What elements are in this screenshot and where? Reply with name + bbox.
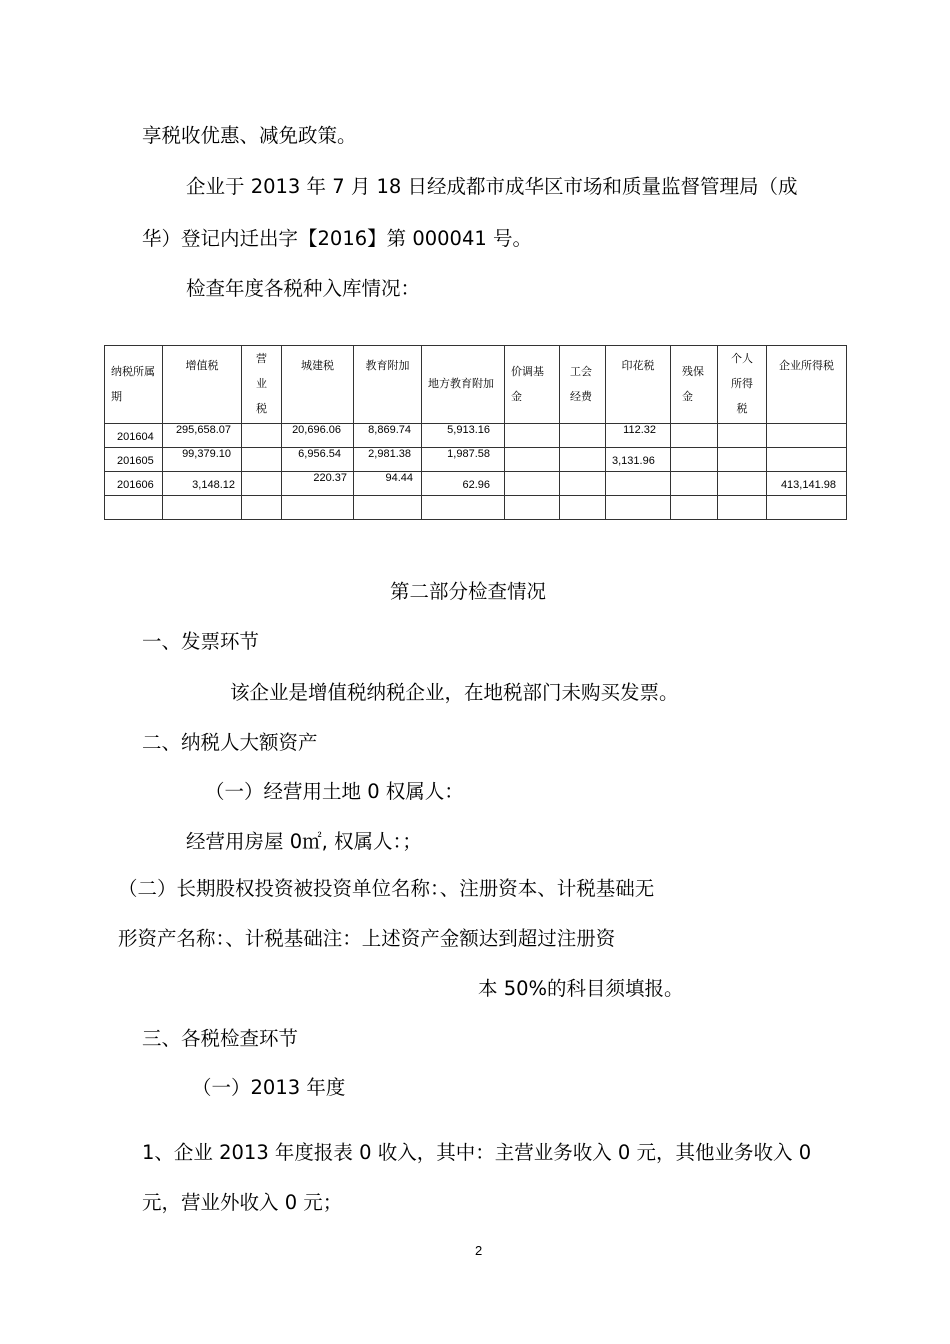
cell-price-fund xyxy=(505,472,560,496)
header-cell-stamp: 印花税 xyxy=(606,346,671,424)
header-cell-business-tax: 营业税 xyxy=(242,346,282,424)
cell-local-edu: 5,913.16 xyxy=(422,424,505,448)
para-2: 企业于 2013 年 7 月 18 日经成都市成华区市场和质量监督管理局（成 xyxy=(186,175,798,198)
para-3: 华）登记内迁出字【2016】第 000041 号。 xyxy=(142,227,532,250)
cell-business-tax xyxy=(242,424,282,448)
assets-equity: （二）长期股权投资被投资单位名称：、注册资本、计税基础无 xyxy=(118,877,655,900)
header-cell-personal-income: 个人所得税 xyxy=(718,346,767,424)
assets-intangible: 形资产名称：、计税基础注：上述资产金额达到超过注册资 xyxy=(118,927,616,950)
heading-tax-check: 三、各税检查环节 xyxy=(142,1027,299,1050)
section-title: 第二部分检查情况 xyxy=(390,580,547,603)
cell-price-fund xyxy=(505,448,560,472)
header-cell-disability: 残保金 xyxy=(671,346,718,424)
cell-corporate-income: 413,141.98 xyxy=(767,472,847,496)
header-cell-city-tax: 城建税 xyxy=(282,346,354,424)
cell-period: 201605 xyxy=(105,448,163,472)
revenue-line-2: 元，营业外收入 0 元； xyxy=(142,1191,343,1214)
cell-city-tax: 6,956.54 xyxy=(282,448,354,472)
cell-corporate-income xyxy=(767,448,847,472)
para-1: 享税收优惠、减免政策。 xyxy=(142,124,357,147)
cell-period: 201606 xyxy=(105,472,163,496)
assets-land: （一）经营用土地 0 权属人： xyxy=(205,780,464,803)
cell-vat: 3,148.12 xyxy=(163,472,242,496)
cell-stamp: 3,131.96 xyxy=(606,448,671,472)
cell-stamp: 112.32 xyxy=(606,424,671,448)
cell-stamp xyxy=(606,472,671,496)
header-cell-edu: 教育附加 xyxy=(354,346,422,424)
revenue-line-1: 1、企业 2013 年度报表 0 收入，其中：主营业务收入 0 元，其他业务收入 0 xyxy=(142,1141,812,1164)
cell-price-fund xyxy=(505,424,560,448)
cell-city-tax: 20,696.06 xyxy=(282,424,354,448)
table-row xyxy=(105,424,847,448)
header-cell-period: 纳税所属期 xyxy=(105,346,163,424)
header-cell-local-edu: 地方教育附加 xyxy=(422,346,505,424)
cell-personal-income xyxy=(718,472,767,496)
para-4: 检查年度各税种入库情况： xyxy=(186,277,421,300)
cell-disability xyxy=(671,472,718,496)
cell-vat: 295,658.07 xyxy=(163,424,242,448)
cell-corporate-income xyxy=(767,424,847,448)
table-row xyxy=(105,472,847,496)
cell-local-edu: 1,987.58 xyxy=(422,448,505,472)
tax-table xyxy=(104,345,847,520)
cell-vat: 99,379.10 xyxy=(163,448,242,472)
cell-disability xyxy=(671,448,718,472)
cell-period: 201604 xyxy=(105,424,163,448)
cell-personal-income xyxy=(718,424,767,448)
cell-disability xyxy=(671,424,718,448)
cell-union-fee xyxy=(560,424,606,448)
table-row xyxy=(105,448,847,472)
heading-assets: 二、纳税人大额资产 xyxy=(142,731,318,754)
assets-note: 本 50%的科目须填报。 xyxy=(478,977,684,1000)
cell-union-fee xyxy=(560,448,606,472)
heading-invoice: 一、发票环节 xyxy=(142,630,260,653)
cell-personal-income xyxy=(718,448,767,472)
table-row xyxy=(105,496,847,520)
invoice-text: 该企业是增值税纳税企业，在地税部门未购买发票。 xyxy=(230,681,679,704)
cell-union-fee xyxy=(560,472,606,496)
cell-edu: 2,981.38 xyxy=(354,448,422,472)
header-cell-corporate-income: 企业所得税 xyxy=(767,346,847,424)
cell-edu: 8,869.74 xyxy=(354,424,422,448)
cell-city-tax: 220.37 xyxy=(282,472,354,496)
cell-business-tax xyxy=(242,448,282,472)
header-cell-union-fee: 工会经费 xyxy=(560,346,606,424)
header-cell-vat: 增值税 xyxy=(163,346,242,424)
header-cell-price-fund: 价调基金 xyxy=(505,346,560,424)
page-number: 2 xyxy=(475,1243,483,1258)
year-2013: （一）2013 年度 xyxy=(192,1076,346,1099)
cell-business-tax xyxy=(242,472,282,496)
cell-local-edu: 62.96 xyxy=(422,472,505,496)
cell-edu: 94.44 xyxy=(354,472,422,496)
assets-building: 经营用房屋 0㎡, 权属人：； xyxy=(186,830,422,853)
